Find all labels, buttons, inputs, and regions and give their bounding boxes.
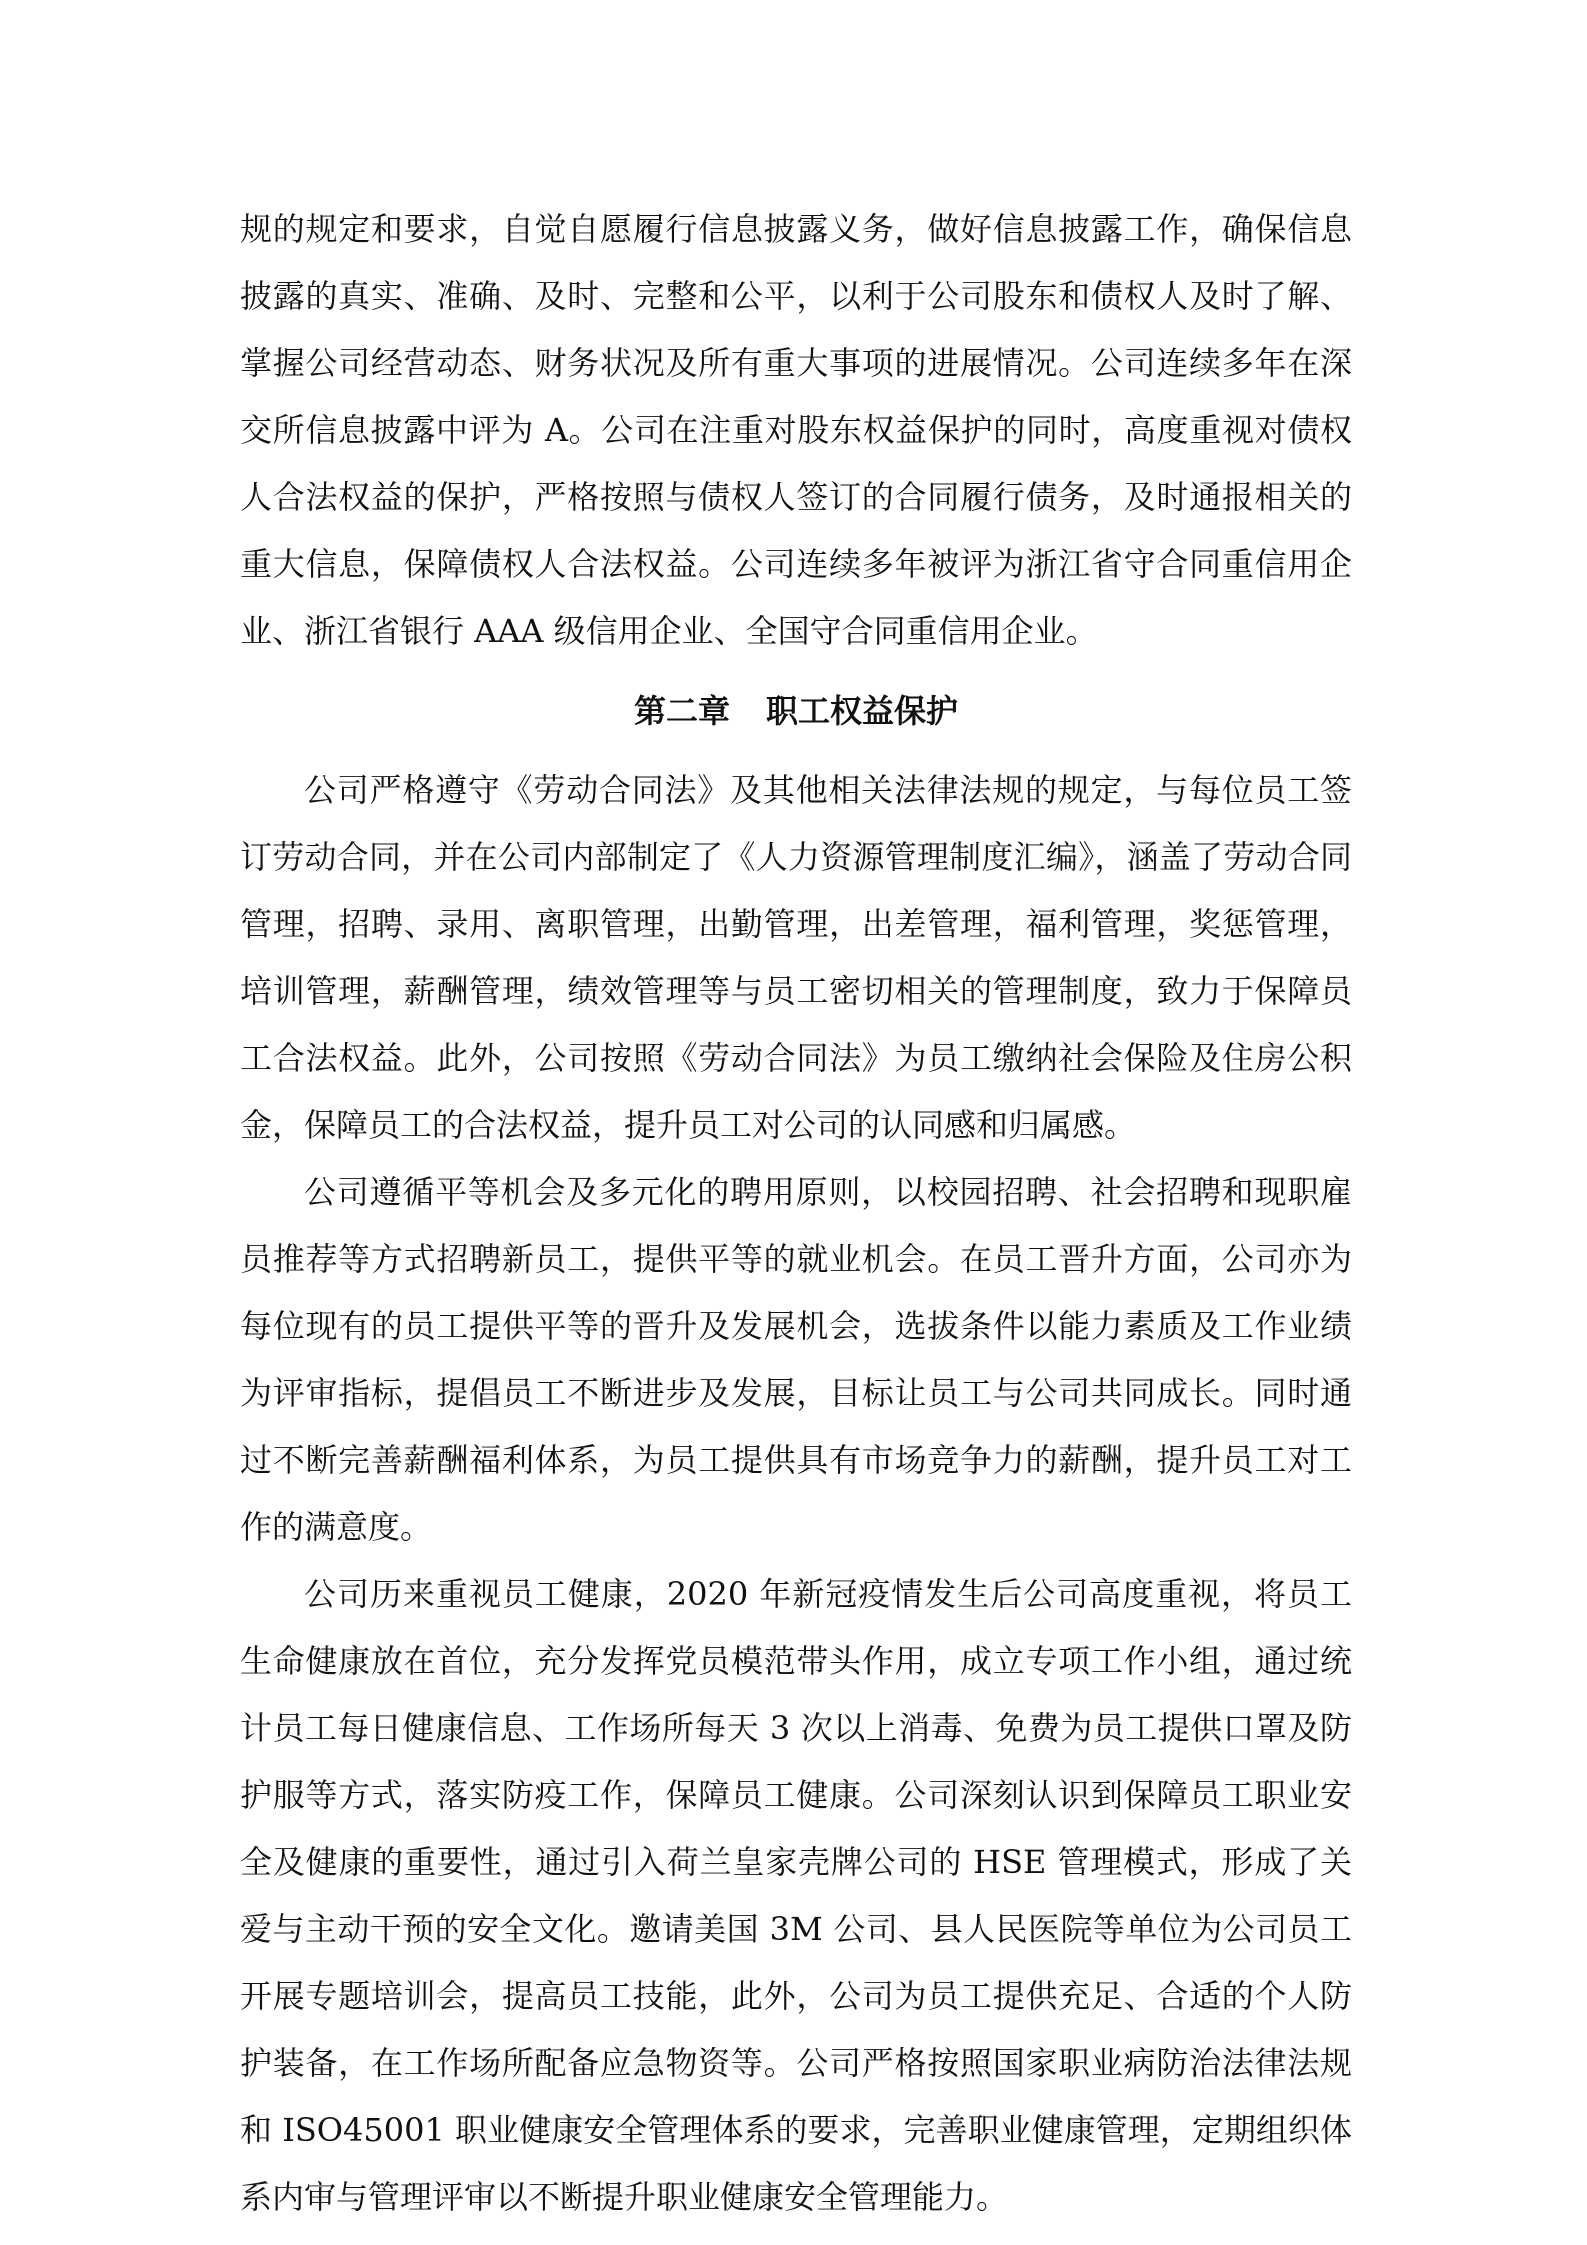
continued-paragraph: 规的规定和要求，自觉自愿履行信息披露义务，做好信息披露工作，确保信息披露的真实、准确、及时、完整和公平，以利于公司股东和债权人及时了解、掌握公司经营动态、财务状况及所有重大事项的进展情况。公司连续多年在深交所信息披露中评为 A。公司在注重对股东权益保护的同时，高度重视对债权人合法权益的保护，严格按照与债权人签订的合同履行债务，及时通报相关的重大信息，保障债权人合法权益。公司连续多年被评为浙江省守合同重信用企业、浙江省银行 AAA 级信用企业、全国守合同重信用企业。 (240, 210, 1352, 650)
document-page (240, 196, 1352, 2231)
chapter-heading (240, 665, 1352, 757)
paragraph-labor-contract: 公司严格遵守《劳动合同法》及其他相关法律法规的规定，与每位员工签订劳动合同，并在公司内部制定了《人力资源管理制度汇编》，涵盖了劳动合同管理，招聘、录用、离职管理，出勤管理，出差管理，福利管理，奖惩管理，培训管理，薪酬管理，绩效管理等与员工密切相关的管理制度，致力于保障员工合法权益。此外，公司按照《劳动合同法》为员工缴纳社会保险及住房公积金，保障员工的合法权益，提升员工对公司的认同感和归属感。 (240, 771, 1352, 1144)
chapter-number: 第二章 (633, 692, 730, 730)
paragraph-equal-opportunity: 公司遵循平等机会及多元化的聘用原则，以校园招聘、社会招聘和现职雇员推荐等方式招聘新员工，提供平等的就业机会。在员工晋升方面，公司亦为每位现有的员工提供平等的晋升及发展机会，选拔条件以能力素质及工作业绩为评审指标，提倡员工不断进步及发展，目标让员工与公司共同成长。同时通过不断完善薪酬福利体系，为员工提供具有市场竞争力的薪酬，提升员工对工作的满意度。 (240, 1173, 1352, 1546)
chapter-title: 职工权益保护 (766, 692, 959, 730)
paragraph-health-safety: 公司历来重视员工健康，2020 年新冠疫情发生后公司高度重视，将员工生命健康放在首位，充分发挥党员模范带头作用，成立专项工作小组，通过统计员工每日健康信息、工作场所每天 3 次以上消毒、免费为员工提供口罩及防护服等方式，落实防疫工作，保障员工健康。公司深刻认识到保障员工职业安全及健康的重要性，通过引入荷兰皇家壳牌公司的 HSE 管理模式，形成了关爱与主动干预的安全文化。邀请美国 3M 公司、县人民医院等单位为公司员工开展专题培训会，提高员工技能，此外，公司为员工提供充足、合适的个人防护装备，在工作场所配备应急物资等。公司严格按照国家职业病防治法律法规和 ISO45001 职业健康安全管理体系的要求，完善职业健康管理，定期组织体系内审与管理评审以不断提升职业健康安全管理能力。 (240, 1575, 1352, 2216)
